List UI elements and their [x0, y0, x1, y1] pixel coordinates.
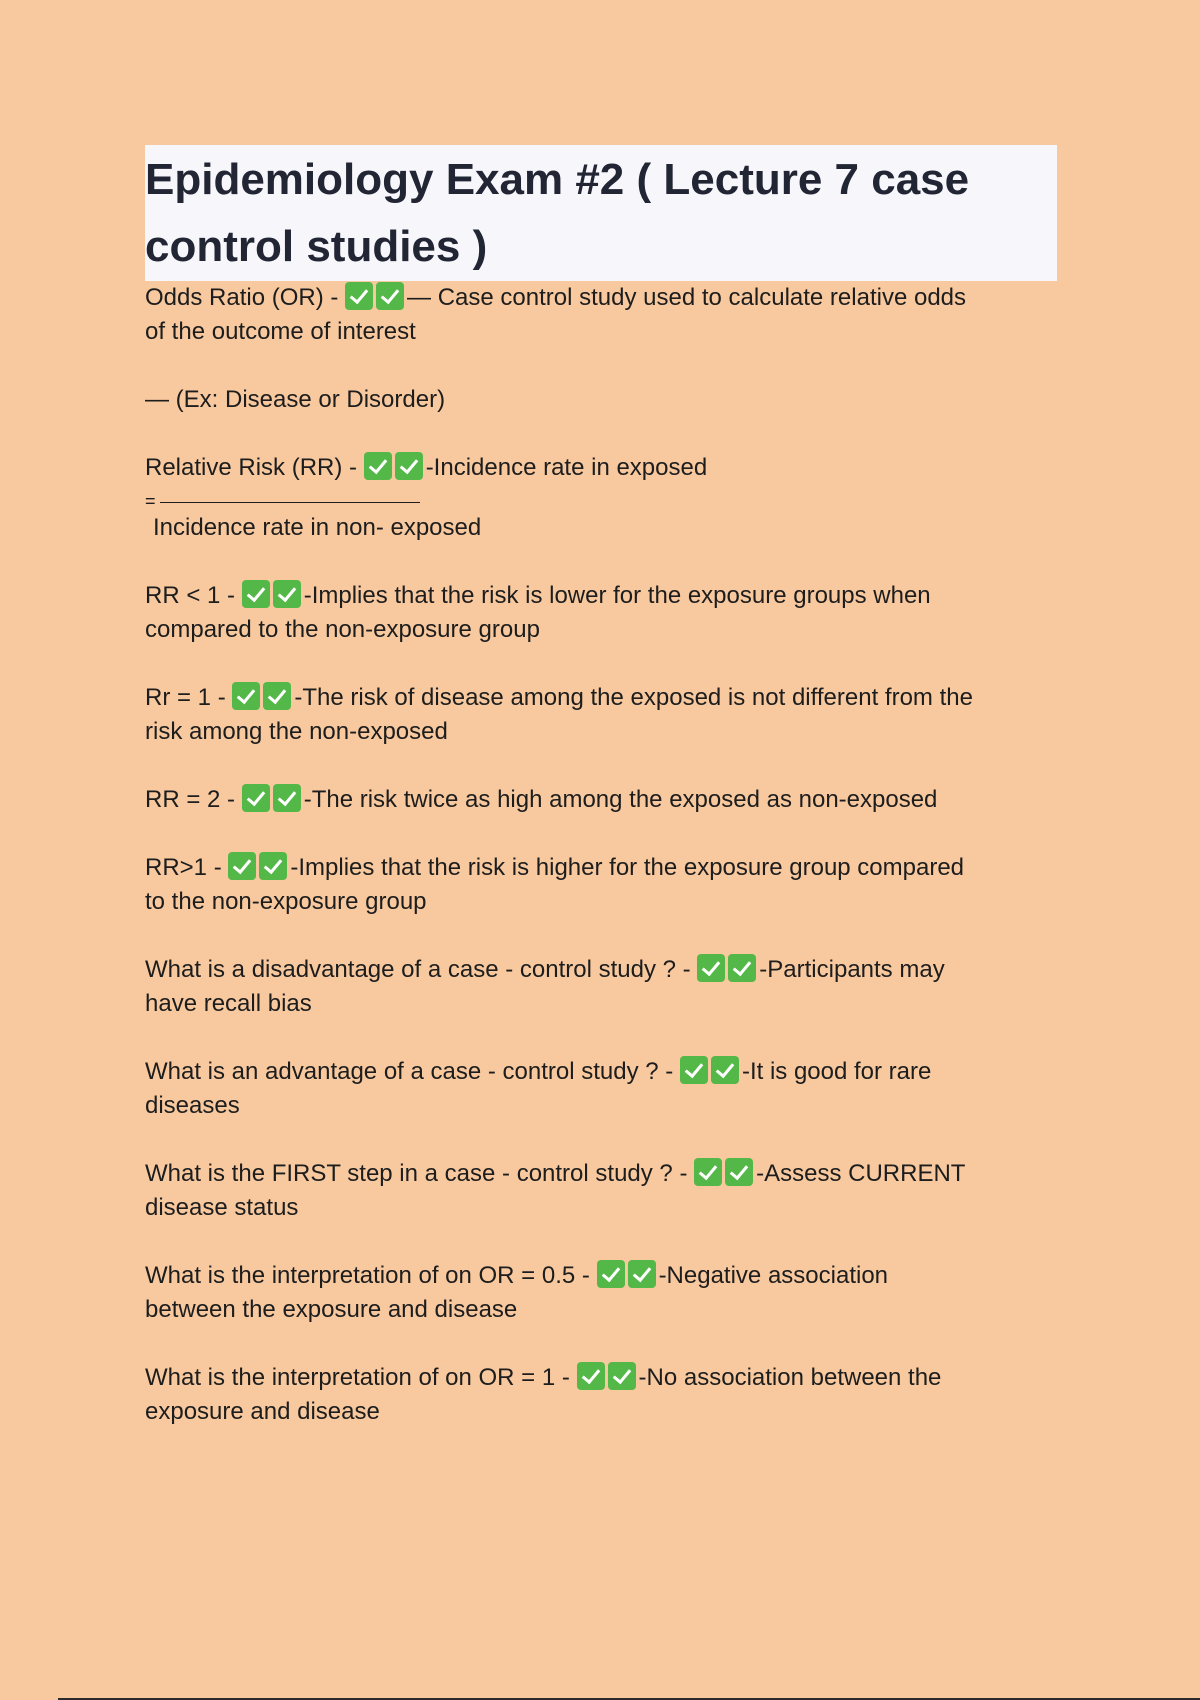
check-mark-icon [608, 1362, 636, 1390]
entry-note: — (Ex: Disease or Disorder) [145, 386, 446, 413]
entry-advantage [145, 1055, 1057, 1123]
entry-definition: -The risk of disease among the exposed is not different from the [294, 684, 973, 711]
entry-term: RR < 1 - [145, 582, 236, 609]
entry-rr-equals-1 [145, 681, 1057, 749]
entry-definition-cont: risk among the non-exposed [145, 718, 448, 745]
entry-definition: -It is good for rare [741, 1058, 932, 1085]
entry-term: What is a disadvantage of a case - control study ? - [145, 956, 691, 983]
check-mark-icon [697, 954, 725, 982]
entry-definition-cont: have recall bias [145, 990, 312, 1017]
check-mark-icon [395, 452, 423, 480]
entry-rr-equals-2 [145, 783, 1057, 817]
entry-definition: -Negative association [658, 1262, 889, 1289]
document-page [145, 145, 1057, 1429]
entry-term: Relative Risk (RR) - [145, 454, 358, 481]
check-mark-icon [242, 580, 270, 608]
check-mark-icon [694, 1158, 722, 1186]
entry-disadvantage [145, 953, 1057, 1021]
check-mark-icon [680, 1056, 708, 1084]
check-mark-icon [628, 1260, 656, 1288]
entry-definition: -The risk twice as high among the exposed as non-exposed [303, 786, 938, 813]
entry-term: What is the FIRST step in a case - control study ? - [145, 1160, 688, 1187]
check-mark-icon [725, 1158, 753, 1186]
check-marks [697, 956, 759, 983]
fraction-numerator: -Incidence rate in exposed [425, 454, 708, 481]
entry-rr-greater-than-1 [145, 851, 1057, 919]
entry-term: Rr = 1 - [145, 684, 226, 711]
check-mark-icon [273, 580, 301, 608]
entry-or-0-5 [145, 1259, 1057, 1327]
entry-rr-less-than-1 [145, 579, 1057, 647]
check-mark-icon [345, 282, 373, 310]
entry-term: Odds Ratio (OR) - [145, 284, 339, 311]
entry-definition-cont: between the exposure and disease [145, 1296, 518, 1323]
fraction-denominator: Incidence rate in non- exposed [153, 514, 482, 541]
check-mark-icon [376, 282, 404, 310]
check-mark-icon [364, 452, 392, 480]
entry-or-1 [145, 1361, 1057, 1429]
entry-term: RR>1 - [145, 854, 222, 881]
fraction-bar [160, 502, 420, 503]
check-mark-icon [228, 852, 256, 880]
page-title: Epidemiology Exam #2 ( Lecture 7 case control studies ) [145, 155, 970, 271]
entry-definition-cont: of the outcome of interest [145, 318, 416, 345]
check-marks [242, 786, 304, 813]
check-marks [345, 284, 407, 311]
entry-definition-cont: exposure and disease [145, 1398, 380, 1425]
fraction-bar-row [145, 491, 1057, 511]
check-mark-icon [259, 852, 287, 880]
entry-definition: -Assess CURRENT [756, 1160, 966, 1187]
check-mark-icon [232, 682, 260, 710]
check-mark-icon [728, 954, 756, 982]
entry-definition: -Implies that the risk is lower for the exposure groups when [303, 582, 931, 609]
check-mark-icon [242, 784, 270, 812]
entry-definition-cont: compared to the non-exposure group [145, 616, 540, 643]
entry-definition-cont: to the non-exposure group [145, 888, 427, 915]
entry-term: RR = 2 - [145, 786, 236, 813]
title-box [145, 145, 1057, 281]
entry-relative-risk [145, 451, 1057, 485]
check-marks [242, 582, 304, 609]
check-marks [680, 1058, 742, 1085]
entry-definition: -Participants may [759, 956, 945, 983]
check-mark-icon [577, 1362, 605, 1390]
check-marks [364, 454, 426, 481]
entry-definition: -Implies that the risk is higher for the exposure group compared [290, 854, 965, 881]
check-mark-icon [711, 1056, 739, 1084]
check-mark-icon [263, 682, 291, 710]
entry-term: What is the interpretation of on OR = 0.5 - [145, 1262, 590, 1289]
check-marks [228, 854, 290, 881]
entry-term: What is an advantage of a case - control study ? - [145, 1058, 674, 1085]
check-marks [232, 684, 294, 711]
entry-definition-cont: diseases [145, 1092, 240, 1119]
entry-definition: -No association between the [638, 1364, 942, 1391]
check-marks [577, 1364, 639, 1391]
entry-term: What is the interpretation of on OR = 1 - [145, 1364, 570, 1391]
entry-definition-cont: disease status [145, 1194, 299, 1221]
check-marks [694, 1160, 756, 1187]
entry-first-step [145, 1157, 1057, 1225]
check-mark-icon [273, 784, 301, 812]
check-mark-icon [597, 1260, 625, 1288]
entry-definition: — Case control study used to calculate relative odds [407, 284, 967, 311]
check-marks [597, 1262, 659, 1289]
entry-odds-ratio [145, 281, 1057, 349]
equals-sign: = [145, 491, 156, 511]
